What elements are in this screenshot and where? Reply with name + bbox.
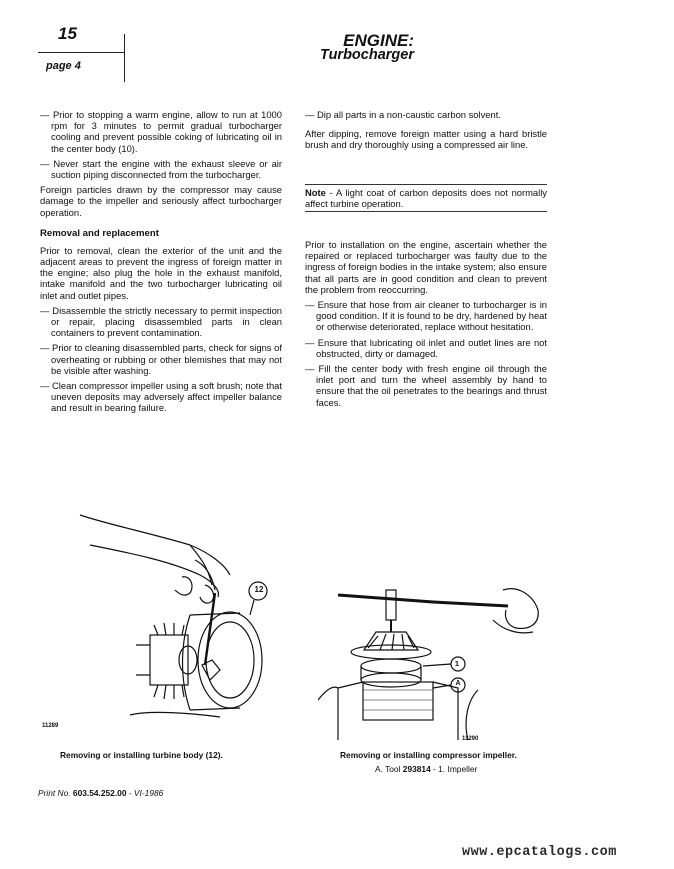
heading-removal: Removal and replacement — [40, 227, 159, 239]
figure-caption-right: Removing or installing compressor impeller. — [340, 750, 517, 760]
figure-id-left: 11289 — [42, 723, 59, 729]
figure-id-right: 11290 — [462, 736, 479, 742]
header-rule — [38, 52, 125, 53]
list-item: — Never start the engine with the exhaust sleeve or air suction piping disconnected from the turbocharger. — [40, 157, 282, 181]
subcaption-suffix: - 1. Impeller — [430, 764, 478, 774]
turbine-body-illustration — [40, 505, 290, 745]
print-no-date: - VI-1986 — [126, 788, 164, 798]
list-item: — Clean compressor impeller using a soft brush; note that uneven deposits may adversely affect impeller balance and result in bearing failure. — [40, 380, 282, 414]
note-label: Note — [305, 186, 326, 198]
print-number — [38, 788, 163, 798]
page-label: page 4 — [46, 60, 81, 72]
right-column — [305, 109, 547, 408]
figure-caption-left: Removing or installing turbine body (12). — [60, 750, 223, 760]
paragraph-after-dip: After dipping, remove foreign matter using a hard bristle brush and dry thoroughly using a compressed air line. — [305, 128, 547, 151]
section-title: ENGINE: — [343, 31, 414, 50]
callout-1: 1 — [454, 659, 460, 668]
print-no-label: Print No. — [38, 788, 73, 798]
note — [305, 187, 547, 209]
subsection-title: Turbocharger — [319, 47, 414, 63]
list-item: — Dip all parts in a non-caustic carbon solvent. — [305, 109, 501, 120]
paragraph-removal: Prior to removal, clean the exterior of the unit and the adjacent areas to prevent the ingress of foreign matter in the engine; also plug the hole in the exhaust manifold, intake manifold and the two turbocharger lubricating oil inlet and outlet pipes. — [40, 244, 282, 301]
print-no-value: 603.54.252.00 — [72, 788, 127, 798]
list-item: — Fill the center body with fresh engine oil through the inlet port and turn the wheel assembly by hand to ensure that the oil penetrates to the bearings and thrust faces. — [305, 363, 547, 408]
subcaption-tool-number: 293814 — [402, 764, 431, 774]
header-divider — [124, 34, 125, 82]
note-rule-top — [305, 184, 547, 185]
left-column — [40, 109, 282, 414]
callout-12: 12 — [254, 585, 264, 594]
note-rule-bottom — [305, 211, 547, 212]
subcaption-prefix: A. Tool — [375, 764, 403, 774]
compressor-impeller-illustration — [318, 570, 548, 745]
watermark: www.epcatalogs.com — [462, 845, 617, 860]
page-number: 15 — [58, 24, 77, 43]
figure-subcaption-right — [375, 764, 477, 774]
list-item: — Disassemble the strictly necessary to permit inspection or repair, placing disassembled parts in clean containers to prevent contamination. — [40, 304, 282, 339]
paragraph-foreign-particles: Foreign particles drawn by the compressor may cause damage to the impeller and seriously affect turbocharger operation. — [40, 184, 282, 218]
list-item: — Ensure that hose from air cleaner to turbocharger is in good condition. If it is found to be dry, hardened by heat or otherwise deteriorated, replace without hesitation. — [305, 299, 547, 333]
paragraph-install: Prior to installation on the engine, ascertain whether the repaired or replaced turbocharger was faulty due to the ingress of foreign bodies in the intake system; also ensure that all parts are in good condition and clean to prevent the problem from reoccurring. — [305, 239, 547, 295]
callout-a: A — [455, 680, 461, 687]
list-item: — Prior to cleaning disassembled parts, check for signs of overheating or rubbing or other blemishes that may not be visible after washing. — [40, 342, 282, 376]
list-item: — Prior to stopping a warm engine, allow to run at 1000 rpm for 3 minutes to permit gradual turbocharger cooling and prevent possible coking of lubricating oil in the center body (10). — [40, 109, 282, 154]
note-text: - A light coat of carbon deposits does not normally affect turbine operation. — [305, 186, 547, 209]
list-item: — Ensure that lubricating oil inlet and outlet lines are not obstructed, dirty or damaged. — [305, 336, 547, 359]
